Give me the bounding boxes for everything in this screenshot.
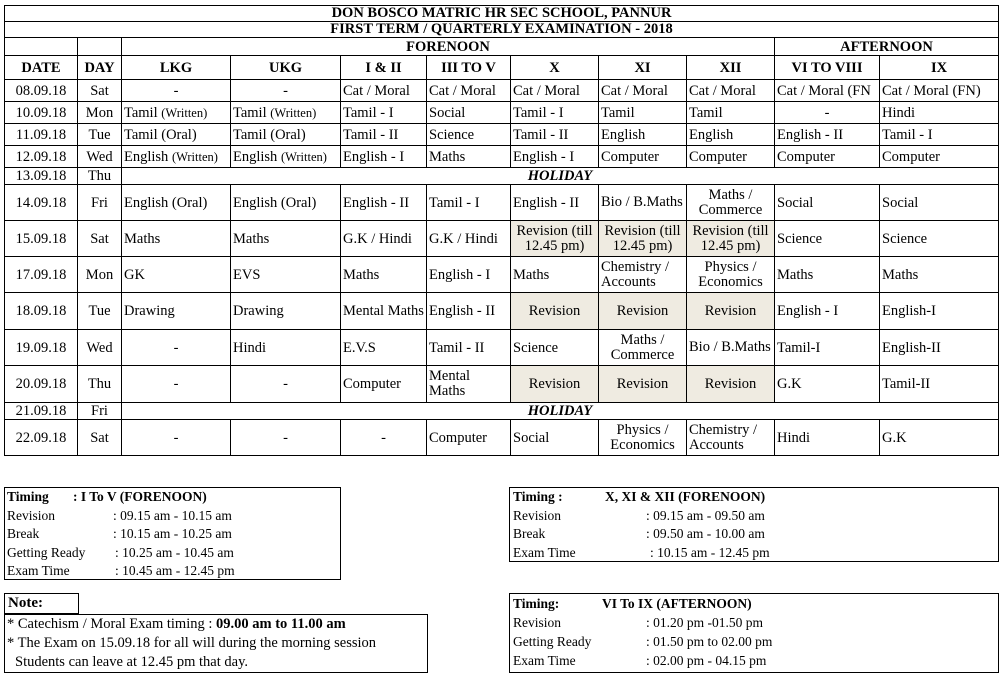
column-header: I & II (341, 56, 427, 80)
subject-text: English (233, 148, 278, 165)
subject-cell: Maths (775, 257, 880, 293)
timing-name: Revision (513, 507, 562, 523)
timing-name: Exam Time (513, 544, 576, 560)
subject-cell: Revision (599, 366, 687, 403)
day-cell: Tue (78, 293, 122, 330)
date-cell: 17.09.18 (5, 257, 78, 293)
subject-cell: - (231, 80, 341, 102)
timing-primary-box (4, 487, 341, 580)
subject-cell: Revision (till 12.45 pm) (511, 221, 599, 257)
subject-cell (231, 146, 341, 168)
subject-cell: Bio / B.Maths (687, 330, 775, 366)
date-cell: 22.09.18 (5, 420, 78, 456)
note-box (4, 614, 428, 673)
timing-row (5, 525, 340, 544)
table-row (5, 80, 999, 102)
timing-time: : 02.00 pm - 04.15 pm (646, 653, 767, 668)
subject-cell: Maths (427, 146, 511, 168)
day-cell: Sat (78, 221, 122, 257)
subject-text: English (124, 148, 169, 165)
table-row (5, 168, 999, 185)
column-header: X (511, 56, 599, 80)
subject-cell: Chemistry / Accounts (687, 420, 775, 456)
afternoon-heading: AFTERNOON (775, 38, 999, 56)
subject-cell: Tamil - I (880, 124, 999, 146)
subject-cell: Computer (341, 366, 427, 403)
day-cell: Mon (78, 102, 122, 124)
subject-cell: Mental Maths (341, 293, 427, 330)
table-row (5, 185, 999, 221)
day-cell: Sat (78, 420, 122, 456)
column-header: XII (687, 56, 775, 80)
timing-row (510, 614, 998, 633)
subject-cell: Hindi (880, 102, 999, 124)
table-row (5, 293, 999, 330)
subject-cell: English (Oral) (231, 185, 341, 221)
subject-cell: Tamil - II (427, 330, 511, 366)
subject-cell: Physics / Economics (599, 420, 687, 456)
timing-row (510, 525, 998, 544)
subject-cell: Social (880, 185, 999, 221)
table-row (5, 330, 999, 366)
subject-cell: Maths / Commerce (687, 185, 775, 221)
subject-cell: English - II (427, 293, 511, 330)
timing-row (5, 562, 340, 581)
subject-text: Tamil (233, 104, 267, 121)
forenoon-heading: FORENOON (122, 38, 775, 56)
subject-cell: E.V.S (341, 330, 427, 366)
subject-cell (122, 102, 231, 124)
subject-cell: Revision (599, 293, 687, 330)
subject-cell: Science (427, 124, 511, 146)
timing-title: VI To IX (AFTERNOON) (602, 596, 752, 611)
subject-cell: English - I (427, 257, 511, 293)
subject-cell: Hindi (775, 420, 880, 456)
subject-cell: Revision (511, 366, 599, 403)
date-cell: 11.09.18 (5, 124, 78, 146)
subject-cell: GK (122, 257, 231, 293)
subject-cell: Cat / Moral (FN (775, 80, 880, 102)
subject-cell (231, 102, 341, 124)
table-row (5, 366, 999, 403)
timing-time: : 09.15 am - 10.15 am (113, 507, 232, 523)
timing-row (5, 507, 340, 526)
subject-cell: English - I (775, 293, 880, 330)
written-note: (Written) (171, 149, 218, 164)
subject-cell: English - II (775, 124, 880, 146)
timing-time: : 01.20 pm -01.50 pm (646, 615, 763, 630)
subject-cell: - (231, 366, 341, 403)
exam-title: FIRST TERM / QUARTERLY EXAMINATION - 2018 (5, 22, 999, 38)
day-cell: Mon (78, 257, 122, 293)
timing-name: Break (513, 526, 546, 541)
date-cell: 12.09.18 (5, 146, 78, 168)
date-cell: 14.09.18 (5, 185, 78, 221)
subject-cell: Revision (till 12.45 pm) (687, 221, 775, 257)
subject-cell: Maths / Commerce (599, 330, 687, 366)
subject-cell: Science (511, 330, 599, 366)
subject-cell: Maths (511, 257, 599, 293)
subject-cell: English (Oral) (122, 185, 231, 221)
subject-cell: Cat / Moral (687, 80, 775, 102)
subject-cell: Chemistry / Accounts (599, 257, 687, 293)
school-name: DON BOSCO MATRIC HR SEC SCHOOL, PANNUR (5, 6, 999, 22)
written-note: (Written) (161, 105, 208, 120)
day-cell: Thu (78, 366, 122, 403)
subject-cell: Tamil (599, 102, 687, 124)
timing-afternoon-box (509, 593, 999, 673)
timing-row (510, 507, 998, 526)
timing-label: Timing : (513, 489, 563, 504)
timing-time: : 09.15 am - 09.50 am (646, 507, 765, 523)
column-header: IX (880, 56, 999, 80)
subject-cell: Bio / B.Maths (599, 185, 687, 221)
timing-label: Timing (7, 489, 49, 504)
subject-cell: Tamil - I (427, 185, 511, 221)
timing-row (510, 652, 998, 671)
subject-cell: Drawing (122, 293, 231, 330)
subject-cell: - (341, 420, 427, 456)
timing-name: Revision (7, 507, 56, 523)
subject-cell: Maths (341, 257, 427, 293)
subject-cell: Computer (687, 146, 775, 168)
date-cell: 20.09.18 (5, 366, 78, 403)
subject-cell: Drawing (231, 293, 341, 330)
timing-name: Break (7, 526, 40, 541)
written-note: (Written) (270, 105, 317, 120)
timing-heading (5, 488, 340, 507)
date-cell: 13.09.18 (5, 168, 78, 185)
subject-cell: Revision (511, 293, 599, 330)
timing-time: : 10.45 am - 12.45 pm (115, 563, 235, 578)
timing-time: : 10.15 am - 12.45 pm (650, 544, 770, 560)
subject-cell: Cat / Moral (FN) (880, 80, 999, 102)
subject-cell: Hindi (231, 330, 341, 366)
column-header: UKG (231, 56, 341, 80)
note-text: * Catechism / Moral Exam timing : (7, 616, 217, 632)
day-cell: Tue (78, 124, 122, 146)
subject-cell: Revision (687, 293, 775, 330)
table-row (5, 420, 999, 456)
column-header: III TO V (427, 56, 511, 80)
subject-cell: Tamil - I (341, 102, 427, 124)
table-row (5, 221, 999, 257)
date-cell: 21.09.18 (5, 403, 78, 420)
date-cell: 08.09.18 (5, 80, 78, 102)
subject-cell: Physics / Economics (687, 257, 775, 293)
subject-cell: English - II (511, 185, 599, 221)
subject-cell: Tamil - II (341, 124, 427, 146)
timing-name: Getting Ready (513, 634, 592, 649)
subject-cell (122, 146, 231, 168)
subject-cell: - (122, 366, 231, 403)
subject-cell: - (122, 330, 231, 366)
subject-cell: Cat / Moral (599, 80, 687, 102)
subject-cell: Mental Maths (427, 366, 511, 403)
subject-cell: G.K (880, 420, 999, 456)
timing-row (510, 633, 998, 652)
subject-cell: Tamil - II (511, 124, 599, 146)
subject-cell: English-II (880, 330, 999, 366)
timing-name: Getting Ready (7, 544, 86, 560)
timing-senior-box (509, 487, 999, 562)
day-cell: Sat (78, 80, 122, 102)
day-cell: Thu (78, 168, 122, 185)
subject-cell: G.K / Hindi (341, 221, 427, 257)
subject-cell: Maths (122, 221, 231, 257)
subject-cell: Maths (231, 221, 341, 257)
table-row (5, 102, 999, 124)
column-header: DAY (78, 56, 122, 80)
day-cell: Wed (78, 330, 122, 366)
subject-cell: Computer (599, 146, 687, 168)
note-time: 09.00 am to 11.00 am (216, 616, 346, 632)
subject-cell: - (122, 420, 231, 456)
subject-cell: Social (511, 420, 599, 456)
timing-title: : I To V (FORENOON) (73, 489, 207, 504)
subject-cell: G.K (775, 366, 880, 403)
holiday-cell: HOLIDAY (122, 403, 999, 420)
timing-time: : 01.50 pm to 02.00 pm (646, 634, 773, 649)
timing-row (5, 544, 340, 563)
timing-heading (510, 594, 998, 614)
subject-cell: English - I (341, 146, 427, 168)
timing-label: Timing: (513, 596, 560, 611)
session-spacer (78, 38, 122, 56)
subject-cell: Tamil - I (511, 102, 599, 124)
date-cell: 10.09.18 (5, 102, 78, 124)
subject-cell: English - II (341, 185, 427, 221)
subject-cell: Revision (till 12.45 pm) (599, 221, 687, 257)
subject-cell: Tamil (687, 102, 775, 124)
timing-time: : 10.15 am - 10.25 am (113, 526, 232, 541)
column-header: LKG (122, 56, 231, 80)
timing-time: : 09.50 am - 10.00 am (646, 526, 765, 541)
note-line: * The Exam on 15.09.18 for all will during the morning session (7, 635, 377, 651)
column-header: DATE (5, 56, 78, 80)
day-cell: Fri (78, 185, 122, 221)
holiday-cell: HOLIDAY (122, 168, 999, 185)
subject-cell: Cat / Moral (427, 80, 511, 102)
timing-title: X, XI & XII (FORENOON) (605, 489, 766, 504)
session-spacer (5, 38, 78, 56)
subject-cell: Cat / Moral (511, 80, 599, 102)
subject-cell: Maths (880, 257, 999, 293)
table-row (5, 403, 999, 420)
subject-cell: - (231, 420, 341, 456)
subject-cell: - (122, 80, 231, 102)
table-row (5, 124, 999, 146)
subject-cell: English-I (880, 293, 999, 330)
written-note: (Written) (280, 149, 327, 164)
subject-cell: English (687, 124, 775, 146)
day-cell: Fri (78, 403, 122, 420)
subject-cell: EVS (231, 257, 341, 293)
subject-cell: Social (427, 102, 511, 124)
timing-heading (510, 488, 998, 507)
column-header: VI TO VIII (775, 56, 880, 80)
note-line (7, 615, 427, 634)
subject-cell: Science (880, 221, 999, 257)
subject-cell: Tamil-II (880, 366, 999, 403)
subject-cell: - (775, 102, 880, 124)
subject-cell: Science (775, 221, 880, 257)
subject-cell: Computer (775, 146, 880, 168)
subject-cell: Tamil (Oral) (122, 124, 231, 146)
subject-cell: English (599, 124, 687, 146)
subject-cell: Social (775, 185, 880, 221)
subject-cell: Computer (427, 420, 511, 456)
date-cell: 18.09.18 (5, 293, 78, 330)
subject-cell: Tamil-I (775, 330, 880, 366)
subject-cell: English - I (511, 146, 599, 168)
subject-cell: Cat / Moral (341, 80, 427, 102)
table-row (5, 257, 999, 293)
subject-cell: G.K / Hindi (427, 221, 511, 257)
timing-name: Revision (513, 615, 562, 630)
date-cell: 19.09.18 (5, 330, 78, 366)
timing-name: Exam Time (7, 563, 70, 578)
note-heading: Note: (4, 593, 79, 614)
date-cell: 15.09.18 (5, 221, 78, 257)
day-cell: Wed (78, 146, 122, 168)
column-header: XI (599, 56, 687, 80)
subject-cell: Tamil (Oral) (231, 124, 341, 146)
subject-cell: Computer (880, 146, 999, 168)
timing-time: : 10.25 am - 10.45 am (115, 544, 234, 560)
exam-schedule-table (4, 5, 999, 456)
timing-row (510, 544, 998, 563)
subject-text: Tamil (124, 104, 158, 121)
subject-cell: Revision (687, 366, 775, 403)
note-line: Students can leave at 12.45 pm that day. (15, 654, 249, 670)
timing-name: Exam Time (513, 653, 576, 668)
table-row (5, 146, 999, 168)
